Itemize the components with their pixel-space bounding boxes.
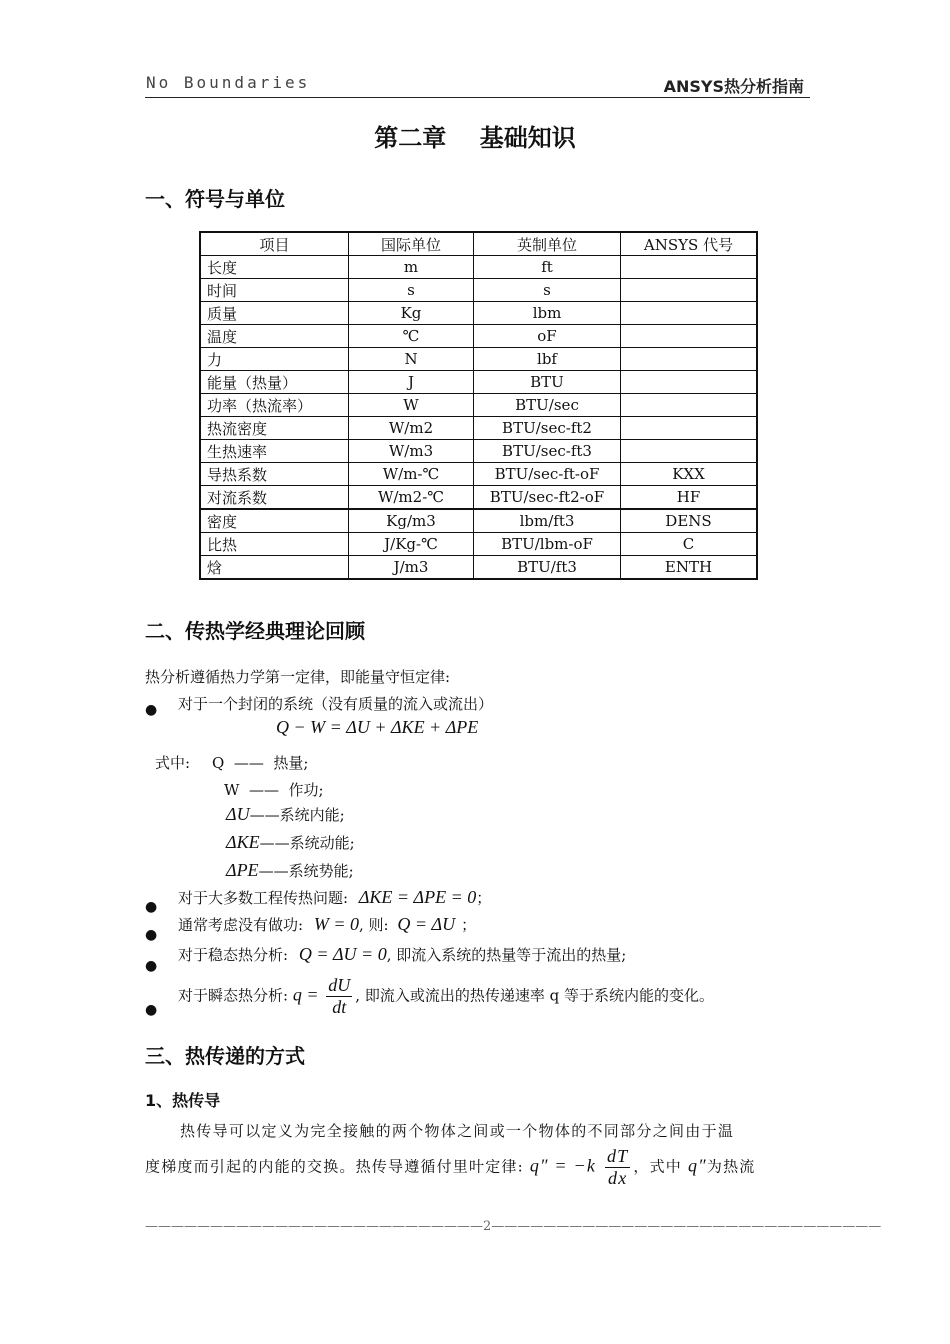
table-cell (621, 256, 758, 279)
table-cell: oF (474, 325, 621, 348)
bullet-4-end: , 即流入系统的热量等于流出的热量; (386, 946, 627, 964)
bullet-dot: ● (145, 958, 158, 974)
table-cell: 时间 (200, 279, 349, 302)
paragraph-line-2 (145, 1146, 756, 1189)
def-pe-symbol: ΔPE (226, 860, 259, 880)
table-row (200, 440, 757, 463)
table-row (200, 417, 757, 440)
table-cell: BTU/sec-ft-oF (474, 463, 621, 486)
table-cell: BTU (474, 371, 621, 394)
table-cell: W/m3 (349, 440, 474, 463)
table-cell: 热流密度 (200, 417, 349, 440)
def-u (226, 804, 345, 825)
table-cell: s (349, 279, 474, 302)
table-cell (621, 394, 758, 417)
intro-text: 热分析遵循热力学第一定律，即能量守恒定律: (145, 668, 451, 686)
table-cell: 力 (200, 348, 349, 371)
table-cell: ℃ (349, 325, 474, 348)
paragraph-line-1: 热传导可以定义为完全接触的两个物体之间或一个物体的不同部分之间由于温 (180, 1122, 735, 1140)
paragraph-text-a: 度梯度而引起的内能的交换。热传导遵循付里叶定律: (145, 1157, 524, 1176)
table-cell (621, 302, 758, 325)
table-cell: KXX (621, 463, 758, 486)
table-cell: 温度 (200, 325, 349, 348)
units-table (199, 231, 758, 580)
fourier-denominator: dx (608, 1168, 628, 1188)
heat-flux-symbol: q″ (687, 1155, 707, 1176)
bullet-5-numerator: dU (328, 975, 351, 995)
table-cell: N (349, 348, 474, 371)
table-header-cell: ANSYS 代号 (621, 232, 758, 256)
fourier-fraction (605, 1146, 630, 1189)
bullet-5-end: , 即流入或流出的热传递速率 q 等于系统内能的变化。 (355, 986, 714, 1005)
table-cell: 密度 (200, 509, 349, 533)
table-cell: DENS (621, 509, 758, 533)
bullet-dot: ● (145, 899, 158, 915)
table-cell: W/m2-℃ (349, 486, 474, 510)
header-right: ANSYS热分析指南 (663, 77, 804, 96)
bullet-3 (178, 914, 476, 935)
bullet-3-equation-2: Q = ΔU (397, 914, 456, 934)
table-cell: W (349, 394, 474, 417)
table-header-cell: 项目 (200, 232, 349, 256)
bullet-2-text: 对于大多数工程传热问题: (178, 889, 349, 907)
section-1-title: 一、符号与单位 (145, 187, 285, 211)
table-cell: 长度 (200, 256, 349, 279)
table-row (200, 394, 757, 417)
table-header-cell: 国际单位 (349, 232, 474, 256)
table-cell: 质量 (200, 302, 349, 325)
table-cell: 焓 (200, 556, 349, 580)
def-ke-symbol: ΔKE (226, 832, 260, 852)
table-cell: lbm/ft3 (474, 509, 621, 533)
table-cell: 功率（热流率） (200, 394, 349, 417)
table-cell (621, 440, 758, 463)
table-cell: 比热 (200, 533, 349, 556)
bullet-3-text: 通常考虑没有做功: (178, 916, 304, 934)
table-cell: BTU/sec-ft2-oF (474, 486, 621, 510)
table-cell: J (349, 371, 474, 394)
table-cell (621, 279, 758, 302)
table-cell: Kg/m3 (349, 509, 474, 533)
bullet-dot: ● (145, 1002, 158, 1018)
table-cell: BTU/ft3 (474, 556, 621, 580)
bullet-5-denominator: dt (332, 997, 347, 1017)
table-row (200, 463, 757, 486)
section-2-title: 二、传热学经典理论回顾 (145, 619, 365, 643)
table-cell: W/m2 (349, 417, 474, 440)
bullet-5-text: 对于瞬态热分析: (178, 986, 289, 1005)
table-cell: ft (474, 256, 621, 279)
table-row (200, 486, 757, 510)
table-cell: J/m3 (349, 556, 474, 580)
table-cell: BTU/sec-ft3 (474, 440, 621, 463)
table-header-row (200, 232, 757, 256)
def-pe (226, 860, 354, 881)
table-cell: 导热系数 (200, 463, 349, 486)
header-rule (145, 97, 810, 98)
paragraph-text-b: ，式中 (633, 1157, 683, 1176)
table-header-cell: 英制单位 (474, 232, 621, 256)
bullet-4-equation: Q = ΔU = 0 (298, 944, 387, 964)
table-cell: HF (621, 486, 758, 510)
table-cell (621, 348, 758, 371)
table-row (200, 279, 757, 302)
bullet-2 (178, 887, 491, 908)
def-ke (226, 832, 355, 853)
table-row (200, 256, 757, 279)
table-row (200, 371, 757, 394)
header-left: No Boundaries (146, 73, 311, 92)
subsection-1-title: 1、热传导 (145, 1091, 221, 1110)
bullet-1-text: 对于一个封闭的系统（没有质量的流入或流出） (178, 695, 494, 713)
bullet-4 (178, 944, 626, 965)
table-cell: 能量（热量） (200, 371, 349, 394)
table-cell: W/m-℃ (349, 463, 474, 486)
bullet-3-mid: , 则: (358, 916, 389, 934)
table-row (200, 302, 757, 325)
energy-equation: Q − W = ΔU + ΔKE + ΔPE (276, 717, 479, 737)
bullet-3-equation-1: W = 0 (313, 914, 359, 934)
def-ke-text: ——系统动能; (259, 834, 355, 852)
bullet-dot: ● (145, 702, 158, 718)
table-cell (621, 371, 758, 394)
table-cell: lbf (474, 348, 621, 371)
table-cell: 对流系数 (200, 486, 349, 510)
fourier-numerator: dT (606, 1146, 629, 1166)
table-cell: 生热速率 (200, 440, 349, 463)
table-cell: J/Kg-℃ (349, 533, 474, 556)
where-label: 式中: (155, 754, 191, 772)
def-pe-text: ——系统势能; (258, 862, 354, 880)
table-cell: Kg (349, 302, 474, 325)
table-cell: m (349, 256, 474, 279)
fourier-lhs: q″ = −k (529, 1155, 597, 1176)
table-row (200, 509, 757, 533)
bullet-5-fraction (326, 975, 352, 1018)
bullet-3-end: ； (461, 916, 477, 934)
bullet-5 (178, 975, 714, 1018)
table-cell: lbm (474, 302, 621, 325)
def-u-symbol: ΔU (226, 804, 250, 824)
bullet-2-equation: ΔKE = ΔPE = 0 (358, 887, 477, 907)
def-w: W —— 作功; (224, 781, 324, 799)
table-row (200, 533, 757, 556)
table-row (200, 348, 757, 371)
table-cell (621, 325, 758, 348)
table-row (200, 556, 757, 580)
table-cell: BTU/sec (474, 394, 621, 417)
bullet-dot: ● (145, 927, 158, 943)
table-cell (621, 417, 758, 440)
def-u-text: ——系统内能; (249, 806, 345, 824)
paragraph-text-c: 为热流 (706, 1157, 756, 1176)
def-q: Q —— 热量; (212, 754, 309, 772)
page-footer: ——————————————————————————2—————————————————————————————— (145, 1219, 882, 1234)
table-row (200, 325, 757, 348)
table-cell: BTU/lbm-oF (474, 533, 621, 556)
section-3-title: 三、热传递的方式 (145, 1044, 305, 1068)
bullet-2-end: ； (476, 889, 492, 907)
table-cell: C (621, 533, 758, 556)
table-cell: BTU/sec-ft2 (474, 417, 621, 440)
chapter-title: 第二章 基础知识 (374, 124, 576, 152)
table-cell: s (474, 279, 621, 302)
bullet-4-text: 对于稳态热分析: (178, 946, 289, 964)
bullet-5-lhs: q = (292, 984, 319, 1005)
table-cell: ENTH (621, 556, 758, 580)
